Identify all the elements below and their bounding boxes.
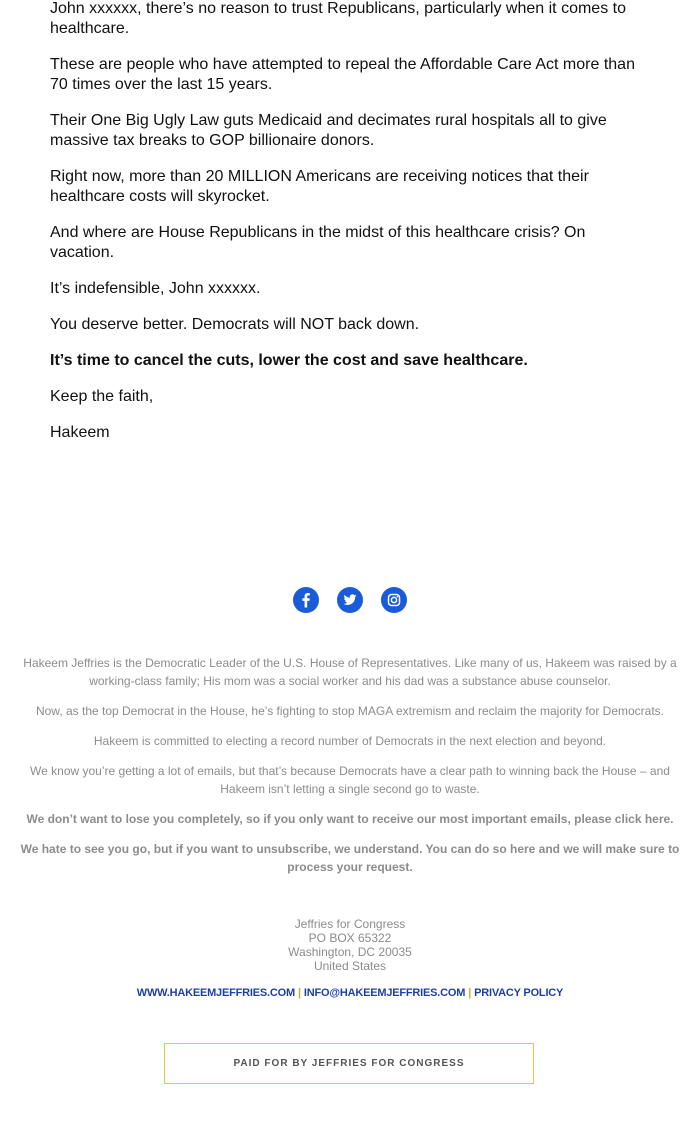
paid-for-disclaimer: PAID FOR BY JEFFRIES FOR CONGRESS <box>164 1043 534 1084</box>
facebook-icon[interactable] <box>293 587 319 613</box>
footer-bio-leader: Hakeem Jeffries is the Democratic Leader of the U.S. House of Representatives. Like many of us, Hakeem was raised by a working-class family; His mom was a social worker and his dad was a substance abuse counselor. <box>23 656 677 688</box>
address-org: Jeffries for Congress <box>294 917 406 931</box>
paragraph-vacation: And where are House Republicans in the midst of this healthcare crisis? On vacation. <box>50 224 586 261</box>
email-link[interactable]: INFO@HAKEEMJEFFRIES.COM <box>303 987 466 999</box>
paragraph-indefensible: It’s indefensible, John xxxxxx. <box>50 280 261 297</box>
paragraph-aca: These are people who have attempted to repeal the Affordable Care Act more than 70 times over the last 15 years. <box>50 56 635 93</box>
footer <box>18 654 682 888</box>
paragraph-trust: John xxxxxx, there’s no reason to trust Republicans, particularly when it comes to healthcare. <box>50 0 626 37</box>
email-body <box>50 0 650 459</box>
sign-off: Keep the faith, <box>50 388 154 405</box>
footer-links <box>0 987 700 999</box>
paragraph-medicaid: Their One Big Ugly Law guts Medicaid and decimates rural hospitals all to give massive tax breaks to GOP billionaire donors. <box>50 112 607 149</box>
paragraph-deserve: You deserve better. Democrats will NOT back down. <box>50 316 420 333</box>
privacy-policy-link[interactable]: PRIVACY POLICY <box>474 987 564 999</box>
website-link[interactable]: WWW.HAKEEMJEFFRIES.COM <box>136 987 295 999</box>
paragraph-call-to-action: It’s time to cancel the cuts, lower the cost and save healthcare. <box>50 352 528 369</box>
unsubscribe-link[interactable]: We hate to see you go, but if you want to unsubscribe, we understand. You can do so here and we will make sure to process your request. <box>20 842 680 874</box>
social-links <box>0 587 700 613</box>
paragraph-costs: Right now, more than 20 MILLION Americans are receiving notices that their healthcare costs will skyrocket. <box>50 168 589 205</box>
instagram-icon[interactable] <box>381 587 407 613</box>
footer-bio-record: Hakeem is committed to electing a record number of Democrats in the next election and beyond. <box>93 734 607 748</box>
mailing-address <box>0 917 700 973</box>
address-country: United States <box>313 959 387 973</box>
twitter-icon[interactable] <box>337 587 363 613</box>
footer-bio-maga: Now, as the top Democrat in the House, he’s fighting to stop MAGA extremism and reclaim the majority for Democrats. <box>35 704 665 718</box>
signature: Hakeem <box>50 424 110 441</box>
address-po-box: PO BOX 65322 <box>308 931 392 945</box>
important-emails-link[interactable]: We don’t want to lose you completely, so if you only want to receive our most important emails, please click here. <box>26 812 674 826</box>
address-city: Washington, DC 20035 <box>288 945 412 959</box>
footer-bio-emails: We know you’re getting a lot of emails, but that’s because Democrats have a clear path to winning back the House – and Hakeem isn’t letting a single second go to waste. <box>30 764 670 796</box>
link-separator: | <box>297 987 301 999</box>
link-separator: | <box>468 987 472 999</box>
